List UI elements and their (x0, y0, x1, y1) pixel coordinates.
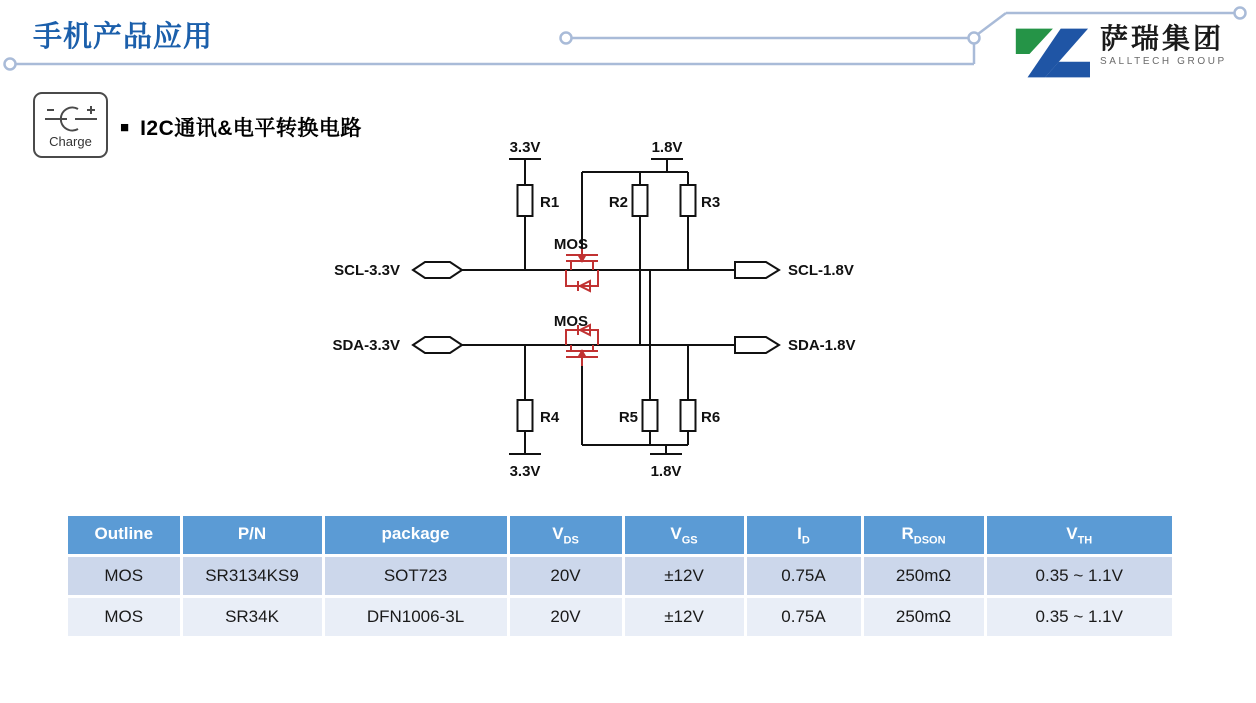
connector-sda-in (413, 337, 462, 353)
col-header-package: package (323, 516, 508, 556)
logo-name-cn: 萨瑞集团 (1100, 23, 1225, 54)
resistor-r4 (518, 400, 533, 431)
cell-r2-outline: MOS (68, 597, 181, 637)
col-header-vds: $V_{DS}$ (508, 516, 623, 556)
label-r4: R4 (540, 409, 560, 426)
label-r6: R6 (701, 409, 721, 426)
label-mos-sda: MOS (553, 313, 588, 330)
cell-r2-rdson: 250mΩ (862, 597, 985, 637)
resistor-r3 (681, 185, 696, 216)
label-r3: R3 (701, 194, 721, 211)
logo-name-en: SALLTECH GROUP (1100, 55, 1227, 67)
bullet-square-icon: ■ (120, 118, 130, 136)
resistor-r2 (633, 185, 648, 216)
cell-r2-vth: 0.35 ~ 1.1V (985, 597, 1172, 637)
cell-r2-id: 0.75A (745, 597, 862, 637)
cell-r1-pn: SR3134KS9 (181, 556, 323, 597)
supply-label-33v-bottom: 3.3V (509, 463, 541, 480)
supply-label-18v-top: 1.8V (651, 139, 683, 156)
connector-scl-in (413, 262, 462, 278)
label-r1: R1 (540, 194, 560, 211)
cell-r1-vgs: ±12V (623, 556, 745, 597)
cell-r1-id: 0.75A (745, 556, 862, 597)
cell-r2-package: DFN1006-3L (323, 597, 508, 637)
resistor-r5 (643, 400, 658, 431)
col-header-outline: Outline (68, 516, 181, 556)
company-logo (1008, 24, 1227, 80)
label-mos-scl: MOS (553, 236, 588, 253)
cell-r1-rdson: 250mΩ (862, 556, 985, 597)
connector-sda-out (735, 337, 779, 353)
label-r2: R2 (608, 194, 628, 211)
col-header-vth: $V_{TH}$ (985, 516, 1172, 556)
supply-label-18v-bottom: 1.8V (650, 463, 682, 480)
label-sda-in: SDA-3.3V (332, 337, 400, 354)
spec-table (68, 516, 1172, 636)
supply-label-33v-top: 3.3V (509, 139, 541, 156)
section-heading (120, 112, 362, 142)
resistor-r1 (518, 185, 533, 216)
col-header-pn: P/N (181, 516, 323, 556)
table-row-1 (68, 556, 1172, 597)
label-r5: R5 (618, 409, 638, 426)
label-scl-out: SCL-1.8V (788, 262, 854, 279)
section-title: I2C通讯&电平转换电路 (140, 117, 362, 140)
cell-r1-vds: 20V (508, 556, 623, 597)
connector-scl-out (735, 262, 779, 278)
cell-r1-vth: 0.35 ~ 1.1V (985, 556, 1172, 597)
cell-r1-package: SOT723 (323, 556, 508, 597)
label-scl-in: SCL-3.3V (334, 262, 400, 279)
charger-icon (41, 102, 101, 132)
table-row-2 (68, 597, 1172, 637)
cell-r1-outline: MOS (68, 556, 181, 597)
resistor-r6 (681, 400, 696, 431)
col-header-id: $I_D$ (745, 516, 862, 556)
col-header-rdson: $R_{DSON}$ (862, 516, 985, 556)
page-title: 手机产品应用 (33, 21, 214, 53)
cell-r2-pn: SR34K (181, 597, 323, 637)
i2c-circuit-diagram (330, 135, 880, 485)
logo-mark-icon (1008, 24, 1090, 80)
charge-label: Charge (49, 133, 92, 149)
label-sda-out: SDA-1.8V (788, 337, 856, 354)
col-header-vgs: $V_{GS}$ (623, 516, 745, 556)
cell-r2-vgs: ±12V (623, 597, 745, 637)
cell-r2-vds: 20V (508, 597, 623, 637)
charge-icon-box (33, 92, 108, 158)
table-header-row (68, 516, 1172, 556)
